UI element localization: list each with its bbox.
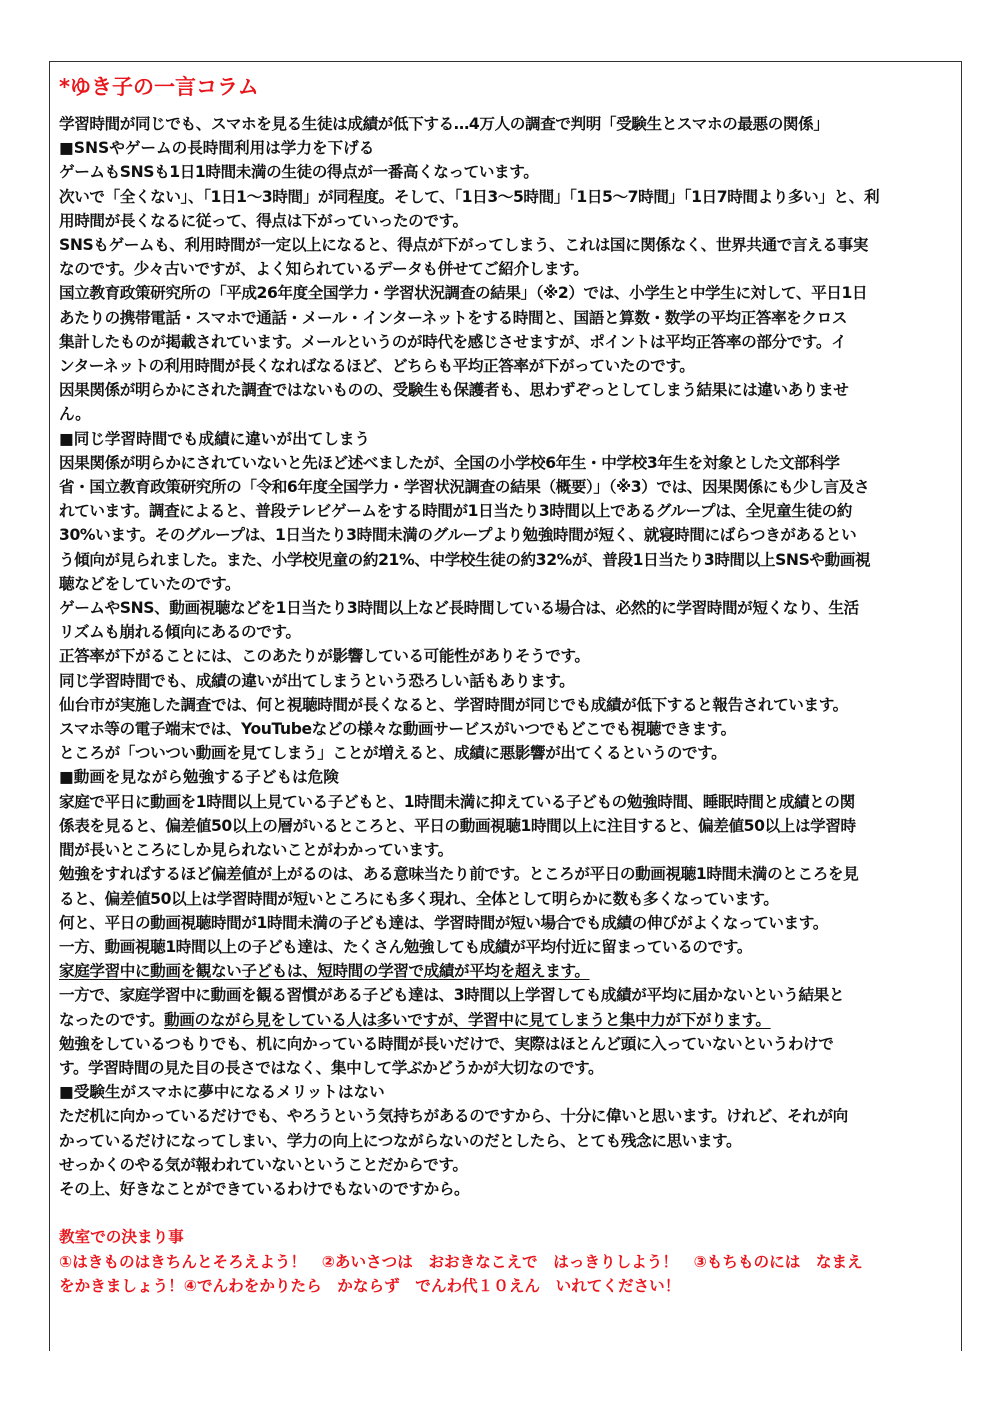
body-line: 学習時間が同じでも、スマホを見る生徒は成績が低下する…4万人の調査で判明「受験生とスマホの最悪の関係」	[59, 115, 829, 133]
body-line: SNSもゲームも、利用時間が一定以上になると、得点が下がってしまう、これは国に関係なく、世界共通で言える事実	[59, 236, 868, 255]
section-heading: ■SNSやゲームの長時間利用は学力を下げる	[59, 139, 375, 158]
body-line: 係表を見ると、偏差値50以上の層がいるところと、平日の動画視聴1時間以上に注目すると、偏差値50以上は学習時	[59, 816, 856, 835]
classroom-rules	[59, 1225, 953, 1299]
rules-line-1: ①はきものはきちんとそろえよう！ ②あいさつは おおきなこえで はっきりしよう！ ③もちものには なまえ	[59, 1252, 863, 1271]
body-line: その上、好きなことができているわけでもないのですから。	[59, 1179, 470, 1198]
body-line: ただ机に向かっているだけでも、やろうという気持ちがあるのですから、十分に偉いと思います。けれど、それが向	[59, 1107, 848, 1126]
body-line: 次いで「全くない」、「1日1～3時間」が同程度。そして、「1日3～5時間」「1日5～7時間」「1日7時間より多い」と、利	[59, 187, 880, 206]
section-heading: ■受験生がスマホに夢中になるメリットはない	[59, 1083, 385, 1102]
body-line: 間が長いところにしか見られないことがわかっています。	[59, 841, 453, 860]
body-line-mixed	[59, 1008, 953, 1032]
body-line: ンターネットの利用時間が長くなればなるほど、どちらも平均正答率が下がっていたのです。	[59, 357, 695, 376]
body-line: れています。調査によると、普段テレビゲームをする時間が1日当たり3時間以上であるグループは、全児童生徒の約	[59, 502, 852, 521]
body-line: 正答率が下がることには、このあたりが影響している可能性がありそうです。	[59, 647, 590, 666]
body-line: 勉強をしているつもりでも、机に向かっている時間が長いだけで、実際はほとんど頭に入っていないというわけで	[59, 1034, 834, 1053]
body-line: なのです。少々古いですが、よく知られているデータも併せてご紹介します。	[59, 260, 589, 279]
body-line: 集計したものが掲載されています。メールというのが時代を感じさせますが、ポイントは平均正答率の部分です。イ	[59, 332, 847, 351]
body-line: リズムも崩れる傾向にあるのです。	[59, 623, 301, 642]
body-line: 一方で、家庭学習中に動画を観る習慣がある子ども達は、3時間以上学習しても成績が平均に届かないという結果と	[59, 986, 845, 1005]
body-line: ゲームやSNS、動画視聴などを1日当たり3時間以上など長時間している場合は、必然的に学習時間が短くなり、生活	[59, 599, 859, 618]
body-line: ゲームもSNSも1日1時間未満の生徒の得点が一番高くなっています。	[59, 163, 539, 182]
body-line: す。学習時間の見た目の長さではなく、集中して学ぶかどうかが大切なのです。	[59, 1058, 604, 1077]
body-line: スマホ等の電子端末では、YouTubeなどの様々な動画サービスがいつでもどこでも視聴できます。	[59, 720, 736, 739]
column-content	[59, 72, 953, 1299]
body-line: かっているだけになってしまい、学力の向上につながらないのだとしたら、とても残念に思います。	[59, 1131, 742, 1150]
body-line: 用時間が長くなるに従って、得点は下がっていったのです。	[59, 211, 468, 230]
body-line: 同じ学習時間でも、成績の違いが出てしまうという恐ろしい話もあります。	[59, 671, 575, 690]
rules-line-2: をかきましょう！④でんわをかりたら かならず でんわ代１０えん いれてください！	[59, 1277, 681, 1296]
body-line-underlined	[59, 959, 953, 983]
body-line: 聴などをしていたのです。	[59, 574, 241, 593]
body-line: 省・国立教育政策研究所の「令和6年度全国学力・学習状況調査の結果（概要）」（※3）では、因果関係にも少し言及さ	[59, 478, 870, 497]
body-line: せっかくのやる気が報われていないということだからです。	[59, 1155, 468, 1174]
body-line: 勉強をすればするほど偏差値が上がるのは、ある意味当たり前です。ところが平日の動画視聴1時間未満のところを見	[59, 865, 859, 884]
body-line: 30%います。そのグループは、1日当たり3時間未満のグループより勉強時間が短く、就寝時間にばらつきがあるとい	[59, 526, 857, 545]
body-line: 国立教育政策研究所の「平成26年度全国学力・学習状況調査の結果」（※2）では、小学生と中学生に対して、平日1日	[59, 284, 868, 303]
body-line: 因果関係が明らかにされた調査ではないものの、受験生も保護者も、思わずぞっとしてしまう結果には違いありませ	[59, 381, 849, 400]
body-line: う傾向が見られました。また、小学校児童の約21%、中学校生徒の約32%が、普段1日当たり3時間以上SNSや動画視	[59, 550, 871, 569]
body-line: 因果関係が明らかにされていないと先ほど述べましたが、全国の小学校6年生・中学校3年生を対象とした文部科学	[59, 453, 840, 472]
section-heading: ■同じ学習時間でも成績に違いが出てしまう	[59, 429, 371, 448]
body-line: ん。	[59, 405, 91, 424]
body-line: 何と、平日の動画視聴時間が1時間未満の子ども達は、学習時間が短い場合でも成績の伸びがよくなっています。	[59, 913, 828, 932]
rules-heading: 教室での決まり事	[59, 1228, 184, 1247]
body-line: 一方、動画視聴1時間以上の子ども達は、たくさん勉強しても成績が平均付近に留まっているのです。	[59, 937, 752, 956]
body-line: 仙台市が実施した調査では、何と視聴時間が長くなると、学習時間が同じでも成績が低下すると報告されています。	[59, 695, 848, 714]
underlined-text: 動画のながら見をしている人は多いですが、学習中に見てしまうと集中力が下がります。	[164, 1010, 771, 1029]
body-line: ると、偏差値50以上は学習時間が短いところにも多く現れ、全体として明らかに数も多くなっています。	[59, 889, 779, 908]
body-text-segment: なったのです。	[59, 1010, 165, 1029]
column-title: *ゆき子の一言コラム	[59, 75, 259, 99]
body-line: あたりの携帯電話・スマホで通話・メール・インターネットをする時間と、国語と算数・数学の平均正答率をクロス	[59, 308, 848, 327]
section-heading: ■動画を見ながら勉強する子どもは危険	[59, 768, 339, 787]
underlined-text: 家庭学習中に動画を観ない子どもは、短時間の学習で成績が平均を超えます。	[59, 962, 590, 981]
body-line: ところが「ついつい動画を見てしまう」ことが増えると、成績に悪影響が出てくるというのです。	[59, 744, 727, 763]
column-body	[59, 112, 953, 1201]
body-line: 家庭で平日に動画を1時間以上見ている子どもと、1時間未満に抑えている子どもの勉強時間、睡眠時間と成績との関	[59, 792, 855, 811]
